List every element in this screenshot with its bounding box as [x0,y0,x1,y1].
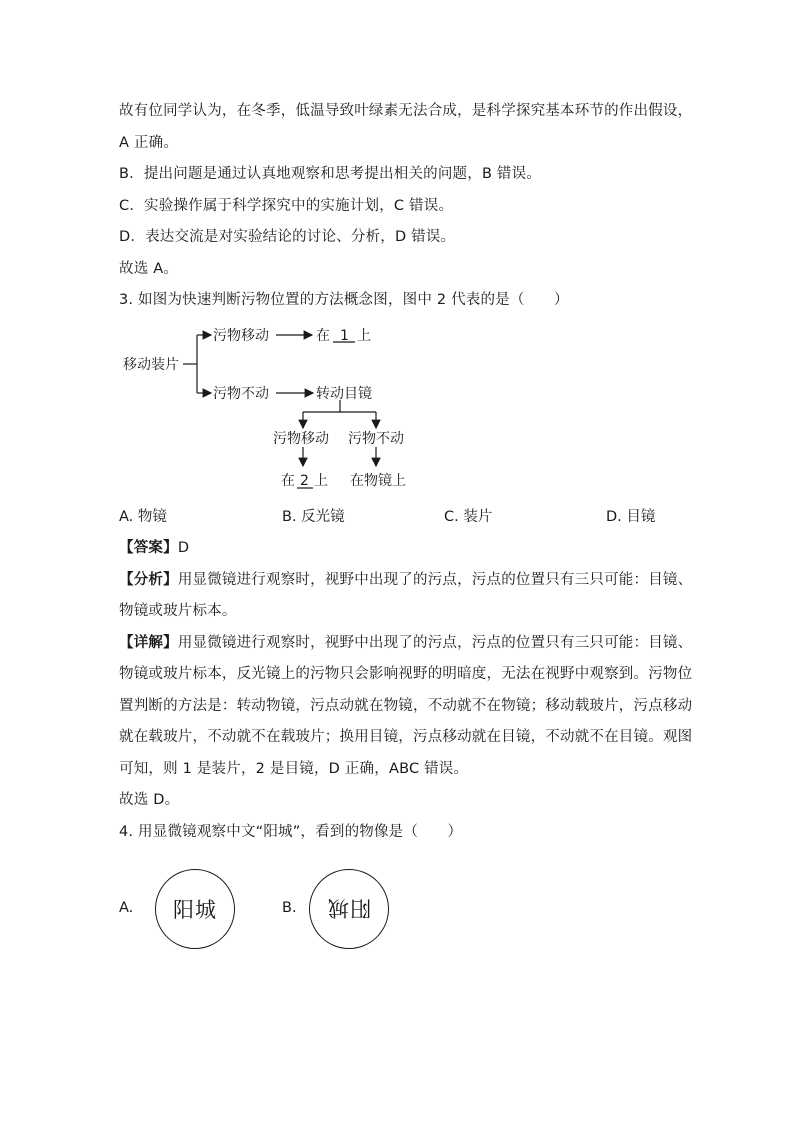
text-line-2: A 正确。 [119,135,179,151]
text-line-6: 故选 A。 [119,261,179,277]
detail-line-1 [119,633,692,653]
diagram-blank-2: 2 [300,473,309,489]
concept-diagram [0,0,794,500]
q4-option-a-text: 阳城 [173,898,217,922]
analysis-label: 【分析】 [119,572,178,588]
answer-line [119,538,189,558]
q4-option-a-label: A. [119,900,134,916]
answer-value: D [177,540,190,556]
diagram-action-eyepiece: 转动目镜 [316,386,372,402]
option-c: C. 装片 [444,509,493,525]
detail-line-3: 置判断的方法是：转动物镜，污点动就在物镜，不动就不在物镜；移动载玻片，污点移动 [119,698,693,714]
diagram-root: 移动装片 [123,357,179,373]
q4-option-a-circle [155,869,235,949]
analysis-line-1 [119,570,692,590]
option-d: D. 目镜 [606,509,656,525]
diagram-branch-still: 污物不动 [213,386,269,402]
q4-option-b-text: 阳城 [327,896,371,920]
diagram-blank-1: 1 [340,328,349,344]
diagram-result-objective: 在物镜上 [350,473,406,489]
diagram-result-suffix: 上 [357,328,371,344]
question-4: 4. 用显微镜观察中文“阳城”，看到的物像是（ ） [119,824,463,840]
analysis-text-1: 用显微镜进行观察时，视野中出现了的污点，污点的位置只有三只可能：目镜、 [177,572,693,588]
diagram-result2-prefix: 在 [281,473,295,489]
diagram-branch-moves: 污物移动 [213,328,269,344]
diagram-result-on: 在 [316,328,330,344]
diagram-result2-suffix: 上 [314,473,328,489]
text-line-4: C．实验操作属于科学探究中的实施计划，C 错误。 [119,198,454,214]
analysis-line-2: 物镜或玻片标本。 [119,603,237,619]
detail-text-1: 用显微镜进行观察时，视野中出现了的污点，污点的位置只有三只可能：目镜、 [177,635,693,651]
question-3: 3. 如图为快速判断污物位置的方法概念图，图中 2 代表的是（ ） [119,292,569,308]
option-a: A. 物镜 [119,509,167,525]
detail-label: 【详解】 [119,635,178,651]
text-line-1: 故有位同学认为，在冬季，低温导致叶绿素无法合成，是科学探究基本环节的作出假设， [119,103,693,119]
diagram-sub-moves: 污物移动 [273,431,329,447]
text-line-3: B．提出问题是通过认真地观察和思考提出相关的问题，B 错误。 [119,166,542,182]
text-line-5: D．表达交流是对实验结论的讨论、分析，D 错误。 [119,229,456,245]
detail-line-5: 可知，则 1 是装片，2 是目镜，D 正确，ABC 错误。 [119,761,469,777]
detail-line-4: 就在载玻片，不动就不在载玻片；换用目镜，污点移动就在目镜，不动就不在目镜。观图 [119,729,693,745]
diagram-sub-still: 污物不动 [348,431,404,447]
option-b: B. 反光镜 [282,509,345,525]
answer-label: 【答案】 [119,540,178,556]
q4-option-b-label: B. [282,900,297,916]
detail-line-2: 物镜或玻片标本，反光镜上的污物只会影响视野的明暗度，无法在视野中观察到。污物位 [119,666,693,682]
q4-option-b-circle [309,869,389,949]
conclusion-line: 故选 D。 [119,792,180,808]
